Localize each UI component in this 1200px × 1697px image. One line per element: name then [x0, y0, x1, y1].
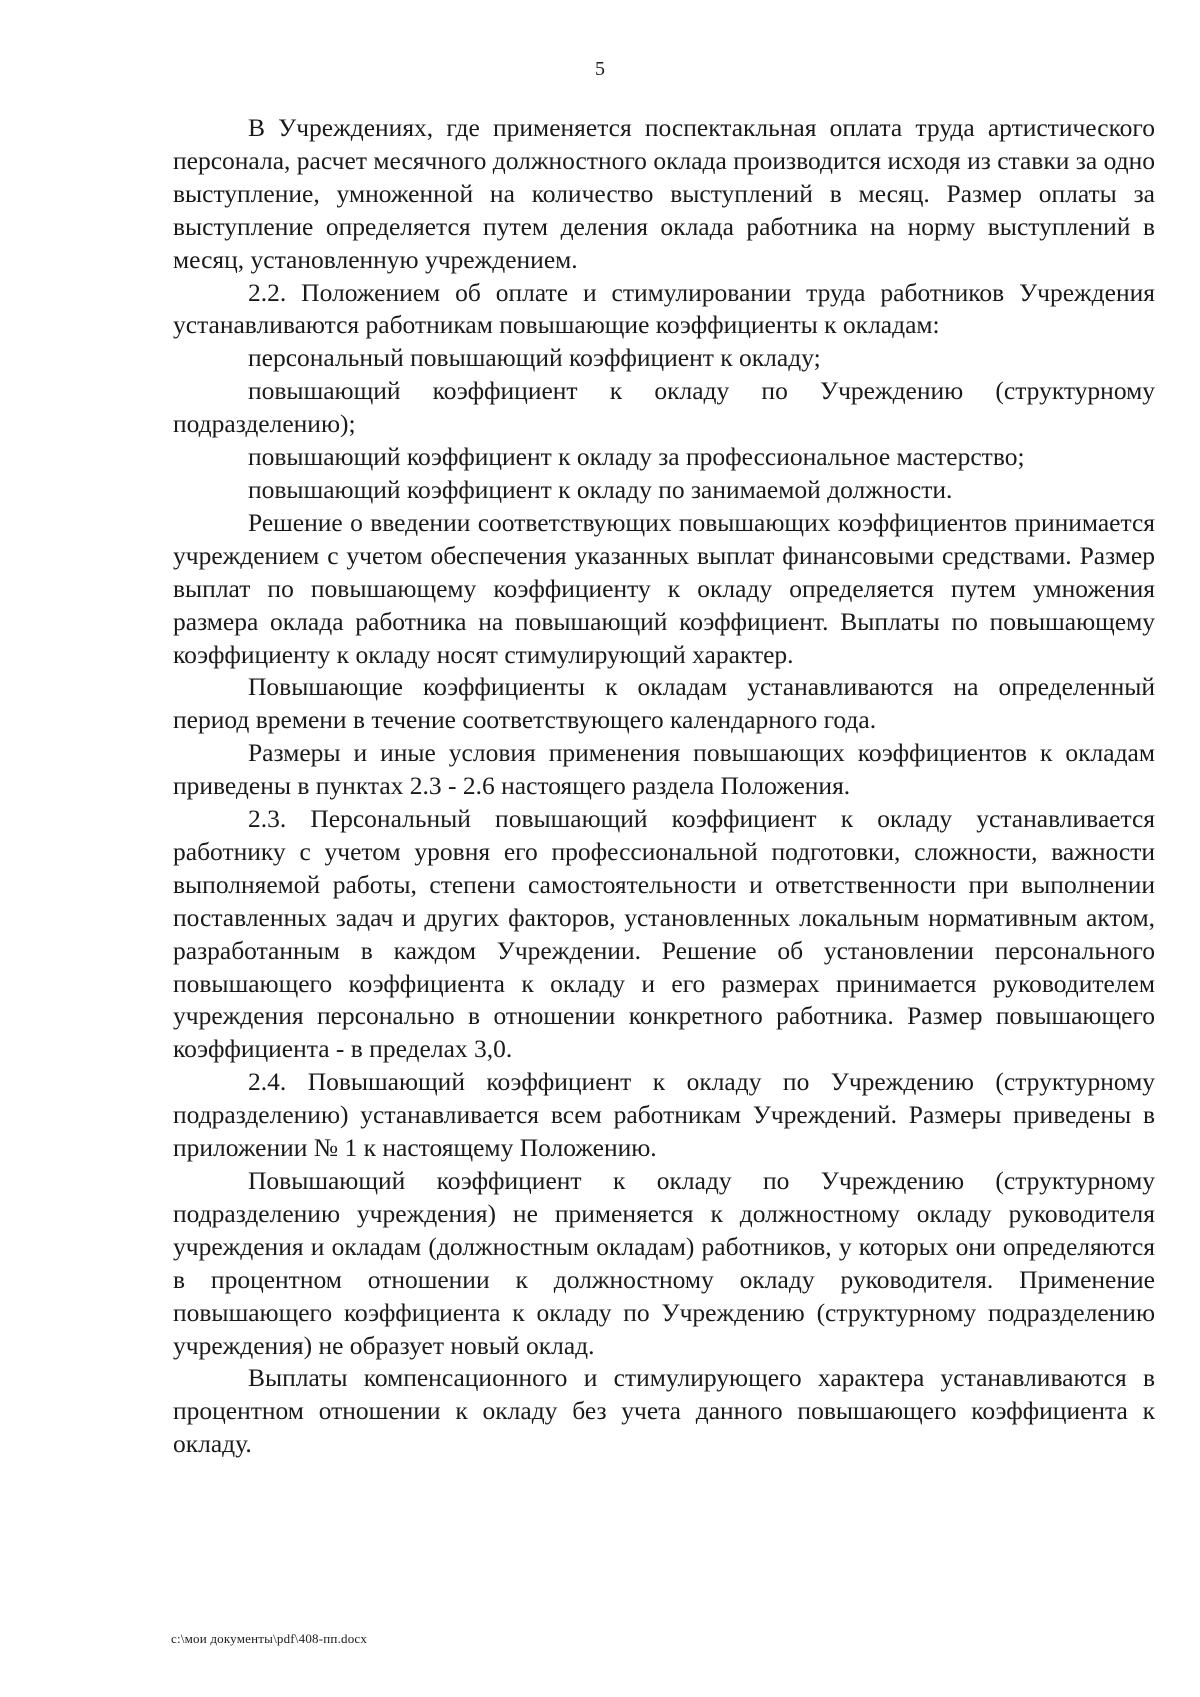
list-item-personal-coefficient: персональный повышающий коэффициент к окладу; — [248, 343, 821, 373]
list-item-institution-coefficient: повышающий коэффициент к окладу по Учреждению (структурному подразделению); — [173, 376, 1155, 439]
paragraph-performance-pay: В Учреждениях, где применяется поспектакльная оплата труда артистического персонала, расчет месячного должностного оклада производится исходя из ставки за одно выступление, умноженной на количество выступлений в месяц. Размер оплаты за выступление определяется путем деления оклада работника на норму выступлений в месяц, установленную учреждением. — [173, 113, 1155, 274]
paragraph-2-3: 2.3. Персональный повышающий коэффициент к окладу устанавливается работнику с учетом уровня его профессиональной подготовки, сложности, важности выполняемой работы, степени самостоятельности и ответственности при выполнении поставленных задач и других факторов, установленных локальным нормативным актом, разработанным в каждом Учреждении. Решение об установлении персонального повышающего коэффициента к окладу и его размерах принимается руководителем учреждения персонально в отношении конкретного работника. Размер повышающего коэффициента - в пределах 3,0. — [173, 804, 1155, 1064]
paragraph-not-applied: Повышающий коэффициент к окладу по Учреждению (структурному подразделению учреждения) не применяется к должностному окладу руководителя учреждения и окладам (должностным окладам) работников, у которых они определяются в процентном отношении к должностному окладу руководителя. Применение повышающего коэффициента к окладу по Учреждению (структурному подразделению учреждения) не образует новый оклад. — [173, 1166, 1155, 1360]
paragraph-2-2: 2.2. Положением об оплате и стимулировании труда работников Учреждения устанавливаются работникам повышающие коэффициенты к окладам: — [173, 277, 1155, 340]
paragraph-period: Повышающие коэффициенты к окладам устанавливаются на определенный период времени в течение соответствующего календарного года. — [173, 672, 1155, 735]
paragraph-sizes: Размеры и иные условия применения повышающих коэффициентов к окладам приведены в пунктах 2.3 - 2.6 настоящего раздела Положения. — [173, 738, 1155, 801]
paragraph-decision: Решение о введении соответствующих повышающих коэффициентов принимается учреждением с учетом обеспечения указанных выплат финансовыми средствами. Размер выплат по повышающему коэффициенту к окладу определяется путем умножения размера оклада работника на повышающий коэффициент. Выплаты по повышающему коэффициенту к окладу носят стимулирующий характер. — [173, 507, 1155, 669]
paragraph-compensation: Выплаты компенсационного и стимулирующего характера устанавливаются в процентном отношении к окладу без учета данного повышающего коэффициента к окладу. — [173, 1363, 1155, 1459]
footer-file-path: c:\мои документы\pdf\408-пп.docx — [171, 1631, 368, 1646]
list-item-position-coefficient: повышающий коэффициент к окладу по занимаемой должности. — [248, 474, 953, 504]
list-item-mastery-coefficient: повышающий коэффициент к окладу за профессиональное мастерство; — [248, 442, 1025, 472]
page-number: 5 — [595, 58, 605, 80]
document-body — [173, 112, 1155, 1461]
paragraph-2-4: 2.4. Повышающий коэффициент к окладу по Учреждению (структурному подразделению) устанавливается всем работникам Учреждений. Размеры приведены в приложении № 1 к настоящему Положению. — [173, 1067, 1155, 1163]
